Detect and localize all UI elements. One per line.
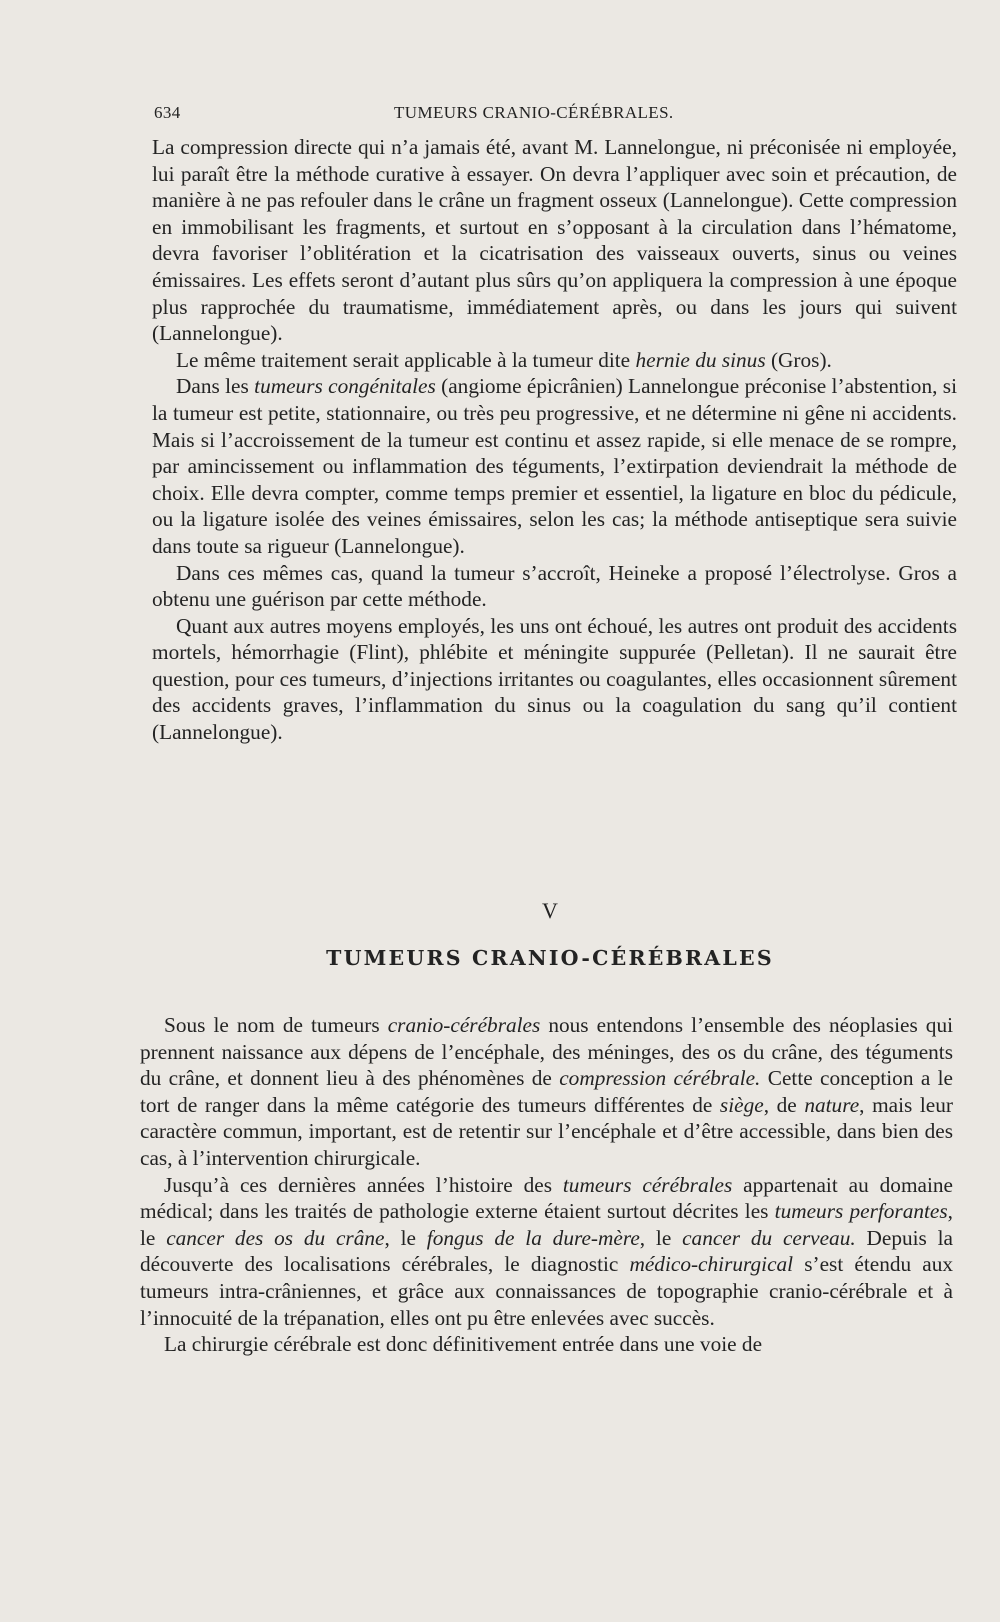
- text-run: appartenait au domaine médical; dans les traités de pathologie externe étaient surtout décrites les: [140, 1172, 953, 1224]
- section-number: V: [542, 898, 558, 923]
- paragraph: [140, 1331, 953, 1358]
- italic-run: cancer des os du crâne: [166, 1225, 385, 1250]
- italic-run: compression cérébrale.: [559, 1066, 761, 1091]
- text-run: , le: [140, 1199, 953, 1250]
- text-run: Sous le nom de tumeurs: [164, 1013, 388, 1037]
- italic-run: fongus de la dure-mère: [426, 1225, 640, 1250]
- text-run: nous entendons l’ensemble des néoplasies qui prennent naissance aux dépens de l’encéphale, des méninges, des os du crâne, des téguments du crâne, et donnent lieu à des phénomènes de: [140, 1013, 954, 1091]
- italic-run: médico-chirurgical: [629, 1252, 794, 1277]
- text-run: Dans ces mêmes cas, quand la tumeur s’accroît, Heineke a proposé l’électrolyse. Gros a obtenu une guérison par cette méthode.: [152, 560, 957, 612]
- paragraph: [152, 347, 957, 374]
- text-run: Quant aux autres moyens employés, les uns ont échoué, les autres ont produit des accidents mortels, hémorrhagie (Flint), phlébite et méningite suppurée (Pelletan). Il ne saurait être question, pour ces tumeurs, d’injections irritantes ou coagulantes, elles occasionnent sûrement des accidents graves, l’inflammation du sinus ou la coagulation du sang qu’il contient (Lannelongue).: [152, 613, 957, 745]
- text-run: , mais leur caractère commun, important, est de retentir sur l’encéphale et d’être accessible, dans bien des cas, à l’intervention chirurgicale.: [140, 1092, 954, 1170]
- text-run: (angiome épicrânien) Lannelongue préconise l’abstention, si la tumeur est petite, stationnaire, ou très peu progressive, et ne détermine ni gêne ni accidents. Mais si l’accroissement de la tumeur est continu et assez rapide, si elle menace de se rompre, par amincissement ou inflammation des téguments, l’extirpation deviendrait la méthode de choix. Elle devra compter, comme temps premier et essentiel, la ligature en bloc du pédicule, ou la ligature isolée des veines émissaires, selon les cas; la méthode antiseptique sera suivie dans toute sa rigueur (Lannelongue).: [152, 374, 957, 558]
- text-run: La chirurgie cérébrale est donc définitivement entrée dans une voie de: [164, 1332, 763, 1357]
- paragraph: [140, 1012, 953, 1172]
- paragraph: [152, 373, 957, 559]
- body-text-top: [152, 134, 957, 746]
- text-run: , le: [639, 1225, 683, 1250]
- page-number: 634: [154, 103, 181, 122]
- text-run: Dans les: [176, 374, 255, 399]
- text-run: Jusqu’à ces dernières années l’histoire des: [164, 1172, 563, 1197]
- text-run: (Gros).: [765, 347, 832, 372]
- paragraph: [152, 560, 957, 613]
- paragraph: [152, 613, 957, 746]
- body-text-bottom: [140, 1012, 953, 1358]
- italic-run: tumeurs congénitales: [254, 374, 436, 399]
- paragraph: [140, 1172, 953, 1332]
- italic-run: cranio-cérébrales: [387, 1013, 541, 1037]
- text-run: Le même traitement serait applicable à la tumeur dite: [176, 347, 636, 372]
- section-title: TUMEURS CRANIO-CÉRÉBRALES: [326, 946, 774, 970]
- running-title: TUMEURS CRANIO-CÉRÉBRALES.: [394, 103, 674, 122]
- text-run: , le: [384, 1225, 427, 1250]
- italic-run: siège: [719, 1092, 764, 1117]
- text-run: La compression directe qui n’a jamais été, avant M. Lannelongue, ni préconisée ni employée, lui paraît être la méthode curative à essayer. On devra l’appliquer avec soin et précaution, de manière à ne pas refouler dans le crâne un fragment osseux (Lannelongue). Cette compression en immobilisant les fragments, et surtout en s’opposant à la circulation dans l’hématome, devra favoriser l’oblitération et la cicatrisation des vaisseaux ouverts, sinus ou veines émissaires. Les effets seront d’autant plus sûrs qu’on appliquera la compression à une époque plus rapprochée du traumatisme, immédiatement après, ou dans les jours qui suivent (Lannelongue).: [152, 135, 957, 346]
- italic-run: tumeurs cérébrales: [562, 1172, 733, 1197]
- text-run: Cette conception a le tort de ranger dans la même catégorie des tumeurs différentes de: [140, 1066, 954, 1117]
- text-run: s’est étendu aux tumeurs intra-crâniennes, et grâce aux connaissances de topographie cranio-cérébrale et à l’innocuité de la trépanation, elles ont pu être enlevées avec succès.: [140, 1252, 953, 1330]
- italic-run: cancer du cerveau.: [682, 1225, 856, 1250]
- italic-run: tumeurs perforantes: [774, 1199, 948, 1224]
- text-run: Depuis la découverte des localisations cérébrales, le diagnostic: [140, 1225, 954, 1277]
- page-header: [154, 103, 954, 127]
- paragraph: [152, 134, 957, 347]
- italic-run: nature: [804, 1092, 860, 1117]
- text-run: , de: [763, 1092, 805, 1117]
- italic-run: hernie du sinus: [635, 347, 766, 372]
